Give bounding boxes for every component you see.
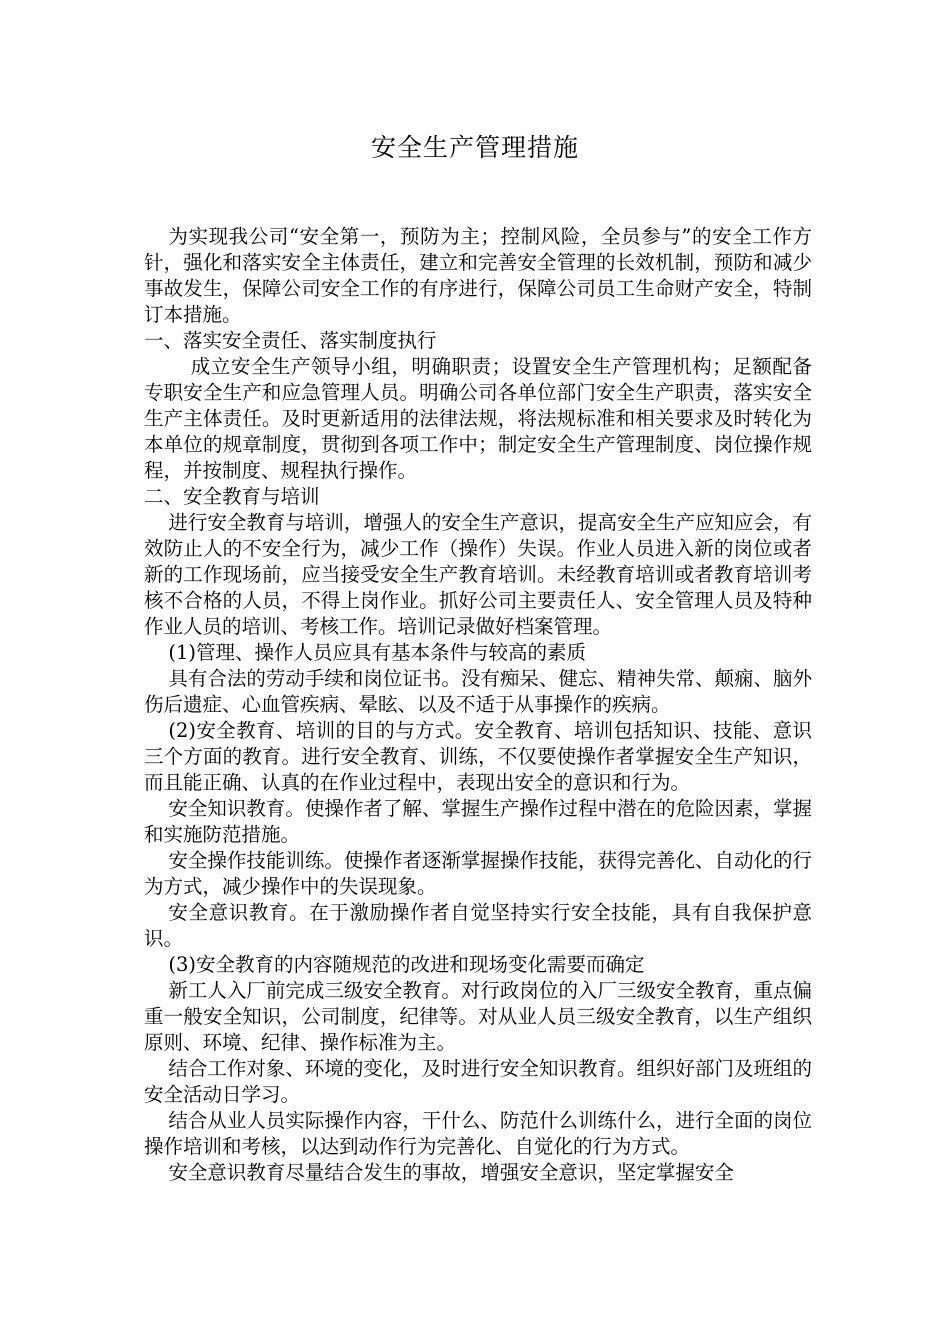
paragraph: 安全意识教育尽量结合发生的事故，增强安全意识，坚定掌握安全 [168,1161,734,1184]
paragraph: (2)安全教育、培训的目的与方式。安全教育、培训包括知识、技能、意识三个方面的教育。进行安全教育、训练，不仅要使操作者掌握安全生产知识，而且能正确、认真的在作业过程中，表现出安全的意识和行为。 [144,719,812,794]
document-title: 安全生产管理措施 [370,133,579,162]
paragraph: (1)管理、操作人员应具有基本条件与较高的素质 [168,641,586,664]
paragraph: 一、落实安全责任、落实制度执行 [144,329,437,352]
paragraph: 二、安全教育与培训 [144,485,320,508]
paragraph: 新工人入厂前完成三级安全教育。对行政岗位的入厂三级安全教育，重点偏重一般安全知识，公司制度，纪律等。对从业人员三级安全教育，以生产组织原则、环境、纪律、操作标准为主。 [144,979,812,1054]
paragraph: 为实现我公司“安全第一，预防为主；控制风险，全员参与”的安全工作方针，强化和落实安全主体责任，建立和完善安全管理的长效机制，预防和减少事故发生，保障公司安全工作的有序进行，保障公司员工生命财产安全，特制订本措施。 [144,225,812,326]
paragraph: 结合从业人员实际操作内容，干什么、防范什么训练什么，进行全面的岗位操作培训和考核，以达到动作行为完善化、自觉化的行为方式。 [144,1109,812,1158]
paragraph: 进行安全教育与培训，增强人的安全生产意识，提高安全生产应知应会，有效防止人的不安全行为，减少工作（操作）失误。作业人员进入新的岗位或者新的工作现场前，应当接受安全生产教育培训。未经教育培训或者教育培训考核不合格的人员，不得上岗作业。抓好公司主要责任人、安全管理人员及特种作业人员的培训、考核工作。培训记录做好档案管理。 [144,511,812,638]
paragraph: 成立安全生产领导小组，明确职责；设置安全生产管理机构；足额配备专职安全生产和应急管理人员。明确公司各单位部门安全生产职责，落实安全生产主体责任。及时更新适用的法律法规，将法规标准和相关要求及时转化为本单位的规章制度，贯彻到各项工作中；制定安全生产管理制度、岗位操作规程，并按制度、规程执行操作。 [144,355,812,482]
paragraph: 具有合法的劳动手续和岗位证书。没有痴呆、健忘、精神失常、颠痫、脑外伤后遗症、心血管疾病、晕眩、以及不适于从事操作的疾病。 [144,667,812,716]
paragraph: 安全知识教育。使操作者了解、掌握生产操作过程中潜在的危险因素，掌握和实施防范措施。 [144,797,812,846]
paragraph: 安全操作技能训练。使操作者逐渐掌握操作技能，获得完善化、自动化的行为方式，减少操作中的失误现象。 [144,849,812,898]
document-body [144,224,812,1186]
paragraph: 结合工作对象、环境的变化，及时进行安全知识教育。组织好部门及班组的安全活动日学习。 [144,1057,812,1106]
paragraph: 安全意识教育。在于激励操作者自觉坚持实行安全技能，具有自我保护意识。 [144,901,812,950]
paragraph: (3)安全教育的内容随规范的改进和现场变化需要而确定 [168,953,645,976]
